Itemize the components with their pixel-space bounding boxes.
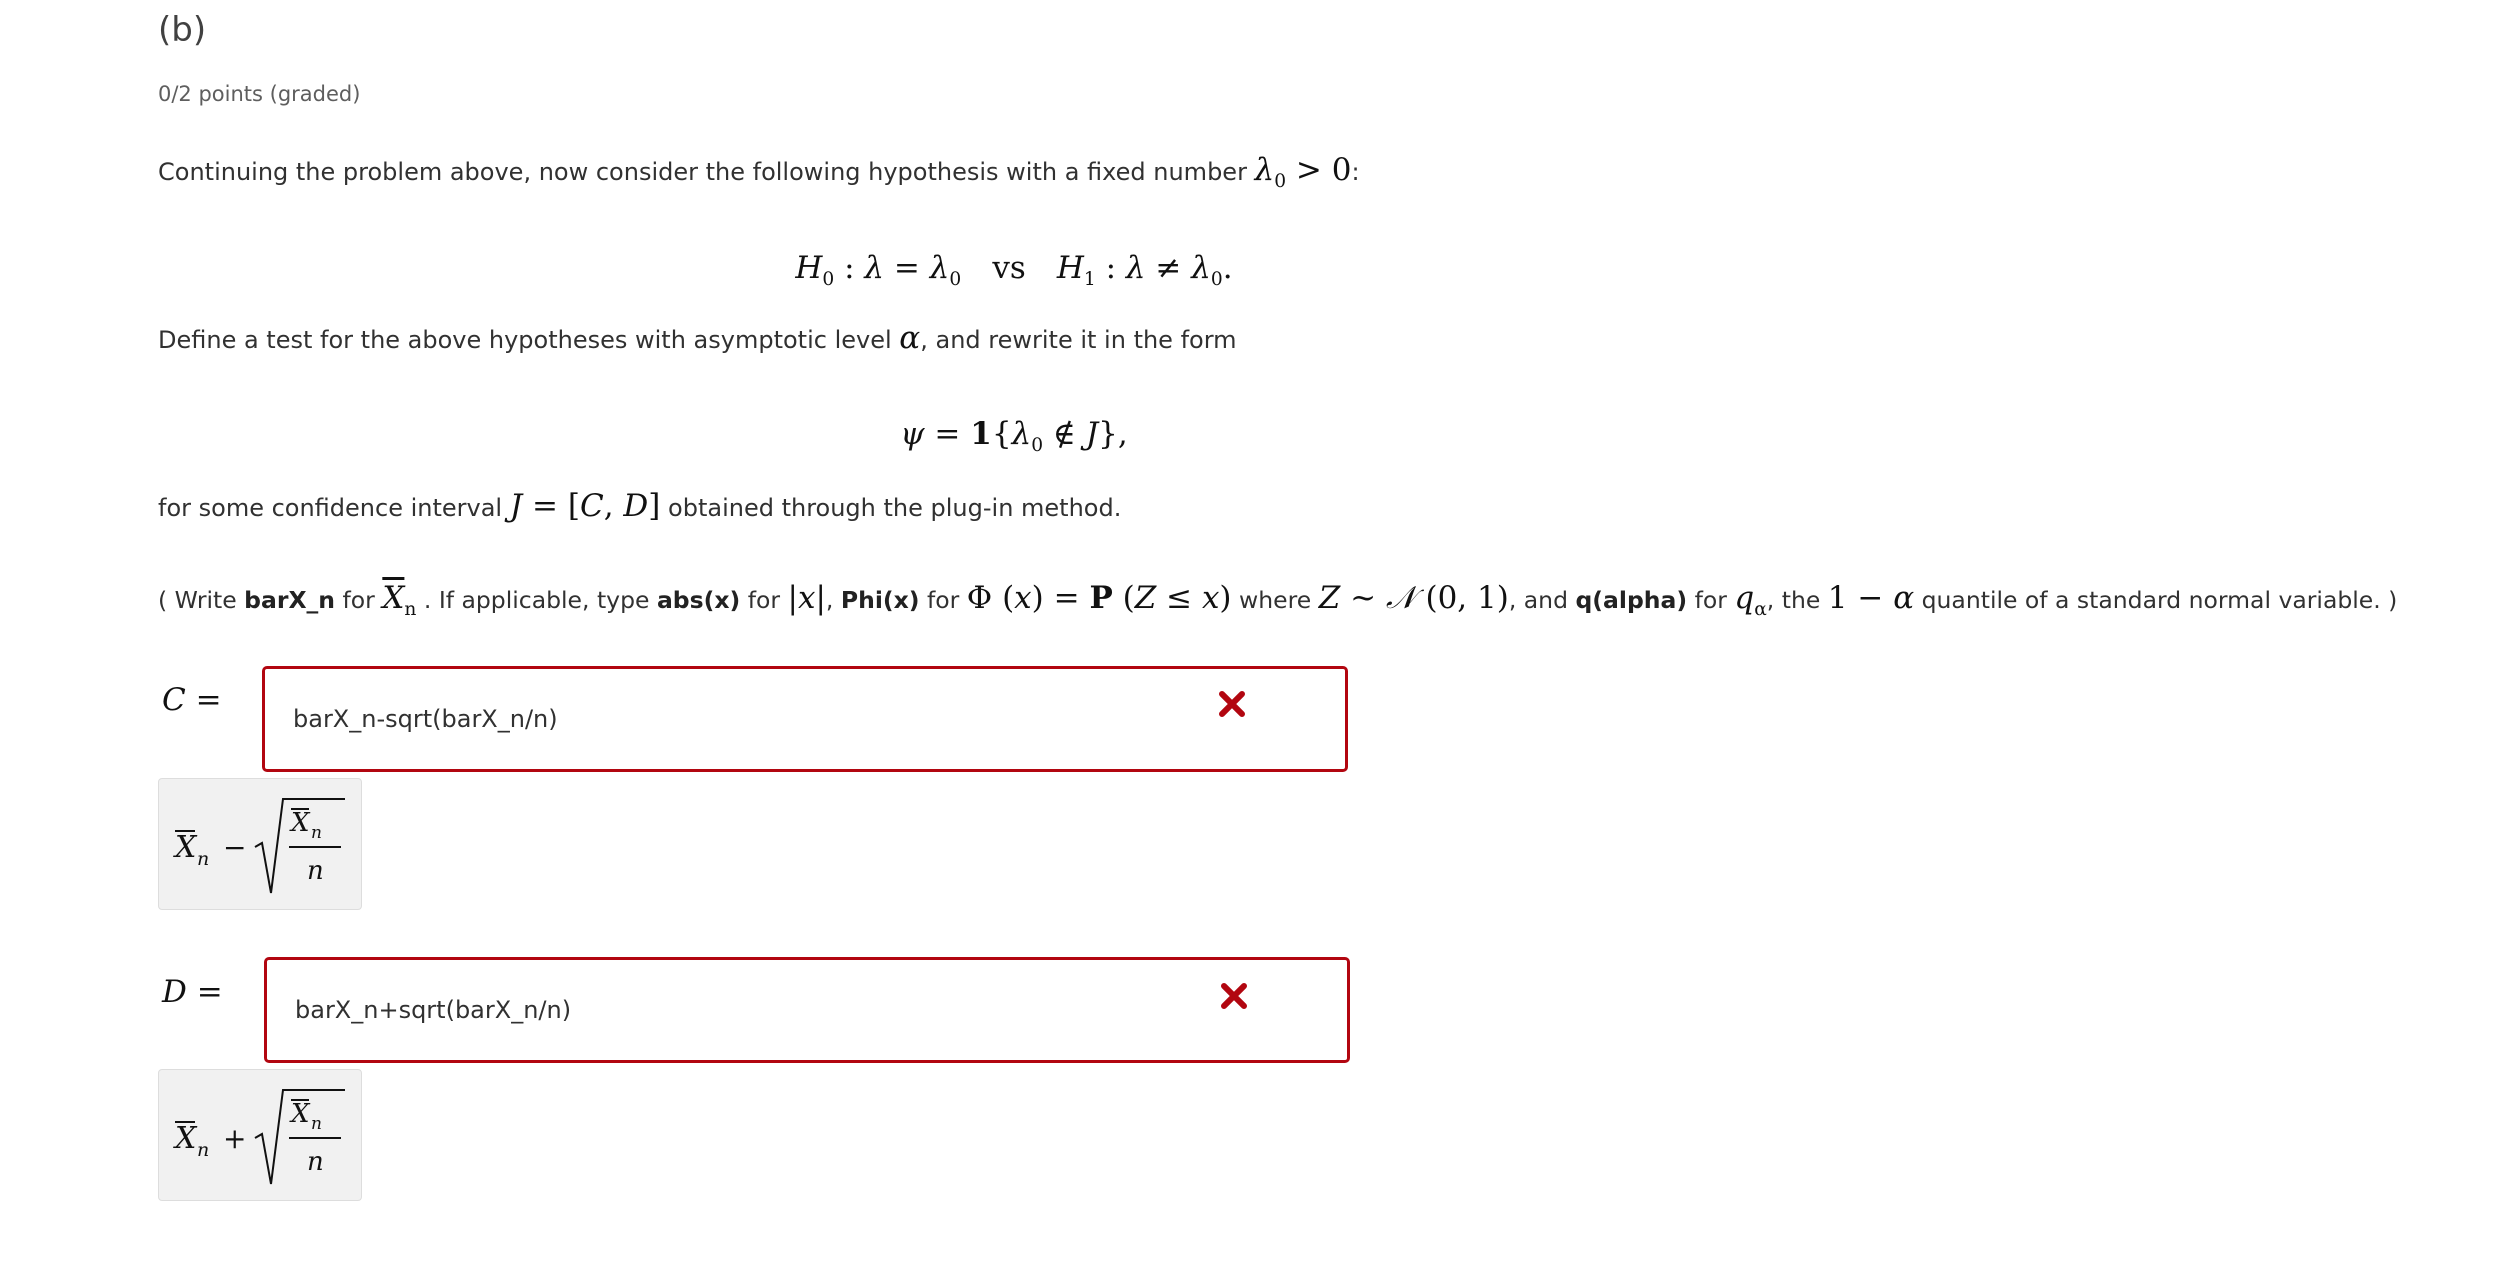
d-label: D =: [162, 974, 223, 1010]
test-definition-paragraph: [158, 320, 1237, 356]
confidence-paragraph: [158, 488, 1121, 524]
lambda0-math: $\lambda_0 > 0$: [1254, 152, 1352, 193]
svg-text:X: X: [291, 1099, 310, 1129]
hypothesis-display: $H_0$ : $\lambda = \lambda_0$ vs $H_1$ : $\lambda \ne \lambda_0$.: [795, 250, 1233, 291]
svg-text:n: n: [197, 848, 210, 870]
d-math-preview: [158, 1069, 362, 1201]
d-answer-input[interactable]: [264, 957, 1350, 1063]
svg-text:X: X: [291, 808, 310, 838]
instructions-paragraph: ( Write barX_n for $\overline{X}_n$ . If applicable, type abs(x) for |x|, Phi(x) for Φ (x) = P (Z ≤ x) where Z ~ 𝒩 (0, 1), and q(alpha) for $q_\alpha$, the 1 − α quantile of a standard normal variable. ): [158, 580, 2398, 621]
c-label: C =: [162, 682, 222, 718]
close-icon: [1220, 982, 1248, 1010]
svg-text:X: X: [175, 1121, 197, 1156]
svg-text:n: n: [311, 1114, 322, 1134]
c-answer-input[interactable]: [262, 666, 1348, 772]
svg-text:n: n: [197, 1139, 210, 1161]
svg-text:+: +: [223, 1122, 247, 1155]
c-preview-formula: [159, 779, 363, 911]
confidence-suffix: obtained through the plug-in method.: [668, 494, 1122, 522]
confidence-prefix: for some confidence interval: [158, 494, 503, 522]
points-status: 0/2 points (graded): [158, 82, 361, 106]
svg-text:n: n: [307, 856, 324, 886]
abs-keyword: abs(x): [656, 586, 741, 614]
test-definition-suffix: , and rewrite it in the form: [920, 326, 1237, 354]
svg-text:X: X: [175, 830, 197, 865]
c-math-preview: [158, 778, 362, 910]
intro-paragraph: [158, 152, 1360, 192]
interval-math: J = [C, D]: [509, 488, 661, 524]
alpha-math: α: [899, 320, 921, 356]
intro-suffix: :: [1351, 158, 1360, 186]
test-definition-text: Define a test for the above hypotheses with asymptotic level: [158, 326, 892, 354]
svg-text:n: n: [311, 823, 322, 843]
q-keyword: q(alpha): [1575, 586, 1688, 614]
d-preview-formula: [159, 1070, 363, 1202]
psi-display: $\psi = 1\{\lambda_0$ ∉ J},: [900, 416, 1128, 457]
vs-label: vs: [992, 250, 1026, 286]
barx-keyword: barX_n: [244, 586, 336, 614]
svg-text:n: n: [307, 1147, 324, 1177]
part-title: (b): [158, 10, 207, 50]
phi-keyword: Phi(x): [840, 586, 920, 614]
close-icon: [1218, 690, 1246, 718]
svg-text:−: −: [223, 831, 247, 864]
intro-text: Continuing the problem above, now consider the following hypothesis with a fixed number: [158, 158, 1247, 186]
